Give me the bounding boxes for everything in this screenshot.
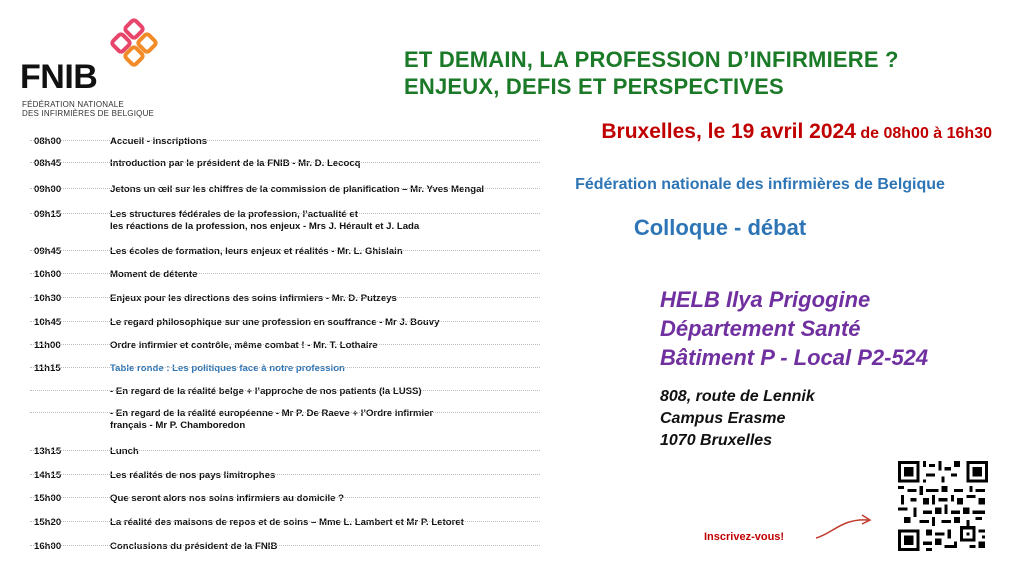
program-time: 10h30	[34, 293, 62, 304]
program-time: 11h00	[34, 340, 61, 351]
program-time: 09h45	[34, 246, 62, 257]
venue-line3: Bâtiment P - Local P2-524	[660, 345, 929, 370]
program-time: 09h15	[34, 209, 62, 220]
program-time: 09h00	[34, 184, 62, 195]
program-time: 08h45	[34, 158, 62, 169]
program-desc: Conclusions du président de la FNIB	[110, 541, 278, 552]
address	[660, 386, 815, 452]
program-desc	[110, 209, 540, 233]
program-time: 14h15	[34, 470, 62, 481]
program-desc: Moment de détente	[110, 269, 198, 280]
program-desc: Introduction par le président de la FNIB - Mr. D. Lecocq	[110, 158, 361, 169]
register-label: Inscrivez-vous!	[704, 531, 785, 543]
organizer: Fédération nationale des infirmières de Belgique	[575, 176, 945, 193]
venue-line2: Département Santé	[660, 316, 861, 341]
program-time: 15h20	[34, 517, 62, 528]
venue	[660, 285, 928, 372]
registration-qr-code[interactable]	[898, 461, 988, 551]
program-desc: Ordre infirmier et contrôle, même combat ! - Mr. T. Lothaire	[110, 340, 378, 351]
title-line1: ET DEMAIN, LA PROFESSION D’INFIRMIERE ?	[404, 47, 899, 72]
program-desc: Le regard philosophique sur une profession en souffrance - Mr J. Bouvy	[110, 317, 440, 328]
program-time: 13h15	[34, 446, 62, 457]
program-desc	[110, 408, 540, 432]
logo-name: FNIB	[20, 58, 98, 96]
program-desc: Accueil - inscriptions	[110, 136, 208, 147]
event-type: Colloque - débat	[633, 215, 807, 240]
program-desc: Enjeux pour les directions des soins infirmiers - Mr. D. Putzeys	[110, 293, 397, 304]
fnib-flower-icon	[102, 18, 168, 78]
event-hours: de 08h00 à 16h30	[860, 125, 992, 142]
program-desc-line2: français - Mr P. Chamboredon	[110, 420, 246, 431]
address-street: 808, route de Lennik	[660, 388, 815, 405]
program-time: 16h00	[34, 541, 62, 552]
event-date-main: Bruxelles, le 19 avril 2024	[601, 120, 856, 143]
program-desc: Jetons un œil sur les chiffres de la commission de planification – Mr. Yves Mengal	[110, 184, 485, 195]
page-title	[404, 46, 899, 100]
program-desc-roundtable: Table ronde : Les politiques face à notre profession	[110, 363, 345, 374]
program-desc: - En regard de la réalité belge + l’approche de nos patients (la LUSS)	[110, 386, 422, 397]
program-time: 08h00	[34, 136, 62, 147]
address-city: 1070 Bruxelles	[660, 432, 773, 449]
program-desc-line2: les réactions de la profession, nos enjeux - Mrs J. Hérault et J. Lada	[110, 221, 420, 232]
program-time: 15h00	[34, 493, 62, 504]
logo-subtitle-line2: DES INFIRMIÈRES DE BELGIQUE	[22, 109, 155, 118]
fnib-logo	[18, 18, 168, 118]
logo-subtitle	[22, 100, 154, 118]
program-desc-line1: Les structures fédérales de la profession, l’actualité et	[110, 209, 358, 220]
program-desc: Que seront alors nos soins infirmiers au domicile ?	[110, 493, 345, 504]
program-desc: Lunch	[110, 446, 139, 457]
logo-subtitle-line1: FÉDÉRATION NATIONALE	[22, 100, 124, 109]
title-line2: ENJEUX, DEFIS ET PERSPECTIVES	[404, 74, 784, 99]
program-desc: Les réalités de nos pays limitrophes	[110, 470, 276, 481]
address-campus: Campus Erasme	[660, 410, 786, 427]
program-time: 10h00	[34, 269, 62, 280]
program-desc-line1: - En regard de la réalité européenne - Mr P. De Raeve + l’Ordre infirmier	[110, 408, 434, 419]
program-desc: Les écoles de formation, leurs enjeux et réalités - Mr. L. Ghislain	[110, 246, 403, 257]
venue-line1: HELB Ilya Prigogine	[660, 287, 871, 312]
arrow-icon	[812, 512, 882, 542]
program-time: 10h45	[34, 317, 62, 328]
program-time: 11h15	[34, 363, 61, 374]
program-desc: La réalité des maisons de repos et de soins – Mme L. Lambert et Mr P. Letoret	[110, 517, 464, 528]
